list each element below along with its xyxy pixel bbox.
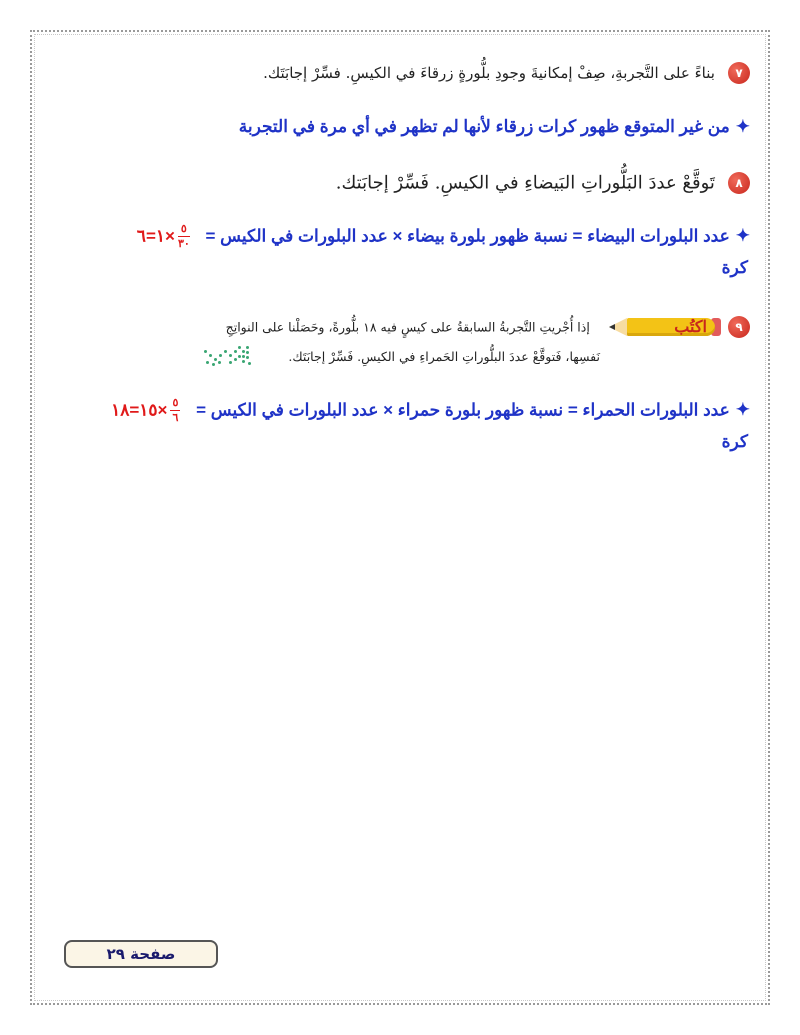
question-number-badge: ٩ [728,316,750,338]
star-icon: ✦ [735,400,750,420]
calc-prefix: ١=٦× [136,226,175,246]
unit-text: كرة [721,432,748,451]
calc-prefix: ١٥=١٨× [111,400,168,420]
answer-calculation [137,224,193,250]
star-icon: ✦ [735,117,750,136]
page-number: صفحة ٢٩ [106,945,176,963]
question-text: تَوقَّعْ عددَ البَلُّوراتِ البَيضاءِ في الكيسِ. فَسِّرْ إجابَتك. [335,172,715,194]
question-9-line2 [288,346,600,365]
question-number-badge: ٧ [728,62,750,84]
fraction-numerator: ٥ [178,224,190,237]
fraction [178,224,190,250]
question-text: بناءً على التَّجربةِ، صِفْ إمكانيةَ وجودِ بلُّورةٍ زرقاءَ في الكيسِ. فسِّرْ إجابَتَك. [263,64,715,82]
question-text-line1: إذا أُجْريتِ التَّجربةُ السابقةُ على كيسٍ فيه ١٨ بلُّورةً، وحَصَلْنا على النواتِجِ [225,319,590,335]
answer-text: عدد البلورات الحمراء = نسبة ظهور بلورة حمراء × عدد البلورات في الكيس = [196,400,730,420]
question-7 [263,62,750,84]
answer-9-unit [722,432,748,452]
page-number-box [64,940,218,968]
question-8 [336,172,750,194]
fraction-numerator: ٥ [172,397,179,409]
question-number-badge: ٨ [728,172,750,194]
answer-text: عدد البلورات البيضاء = نسبة ظهور بلورة بيضاء × عدد البلورات في الكيس = [205,226,730,246]
answer-calculation [111,398,183,424]
star-icon: ✦ [735,226,750,246]
answer-9 [111,398,750,424]
ministry-logo-icon [204,346,252,368]
answer-8 [137,224,750,250]
answer-8-unit [722,258,748,278]
fraction [170,398,180,424]
question-text-line2: نَفسِها، فَتوقَّعْ عددَ البلُّوراتِ الحَمراءِ في الكيسِ. فَسِّرْ إجابَتَك. [288,349,600,364]
fraction-denominator: ٦ [172,412,179,424]
pencil-icon [603,316,715,338]
fraction-denominator: ٣٠ [177,238,190,250]
question-9 [226,316,750,338]
unit-text: كرة [721,258,748,277]
answer-text: من غير المتوقع ظهور كرات زرقاء لأنها لم تظهر في أي مرة في التجربة [238,117,730,136]
answer-7 [239,117,750,137]
write-badge-label: اكتُب [674,317,707,336]
